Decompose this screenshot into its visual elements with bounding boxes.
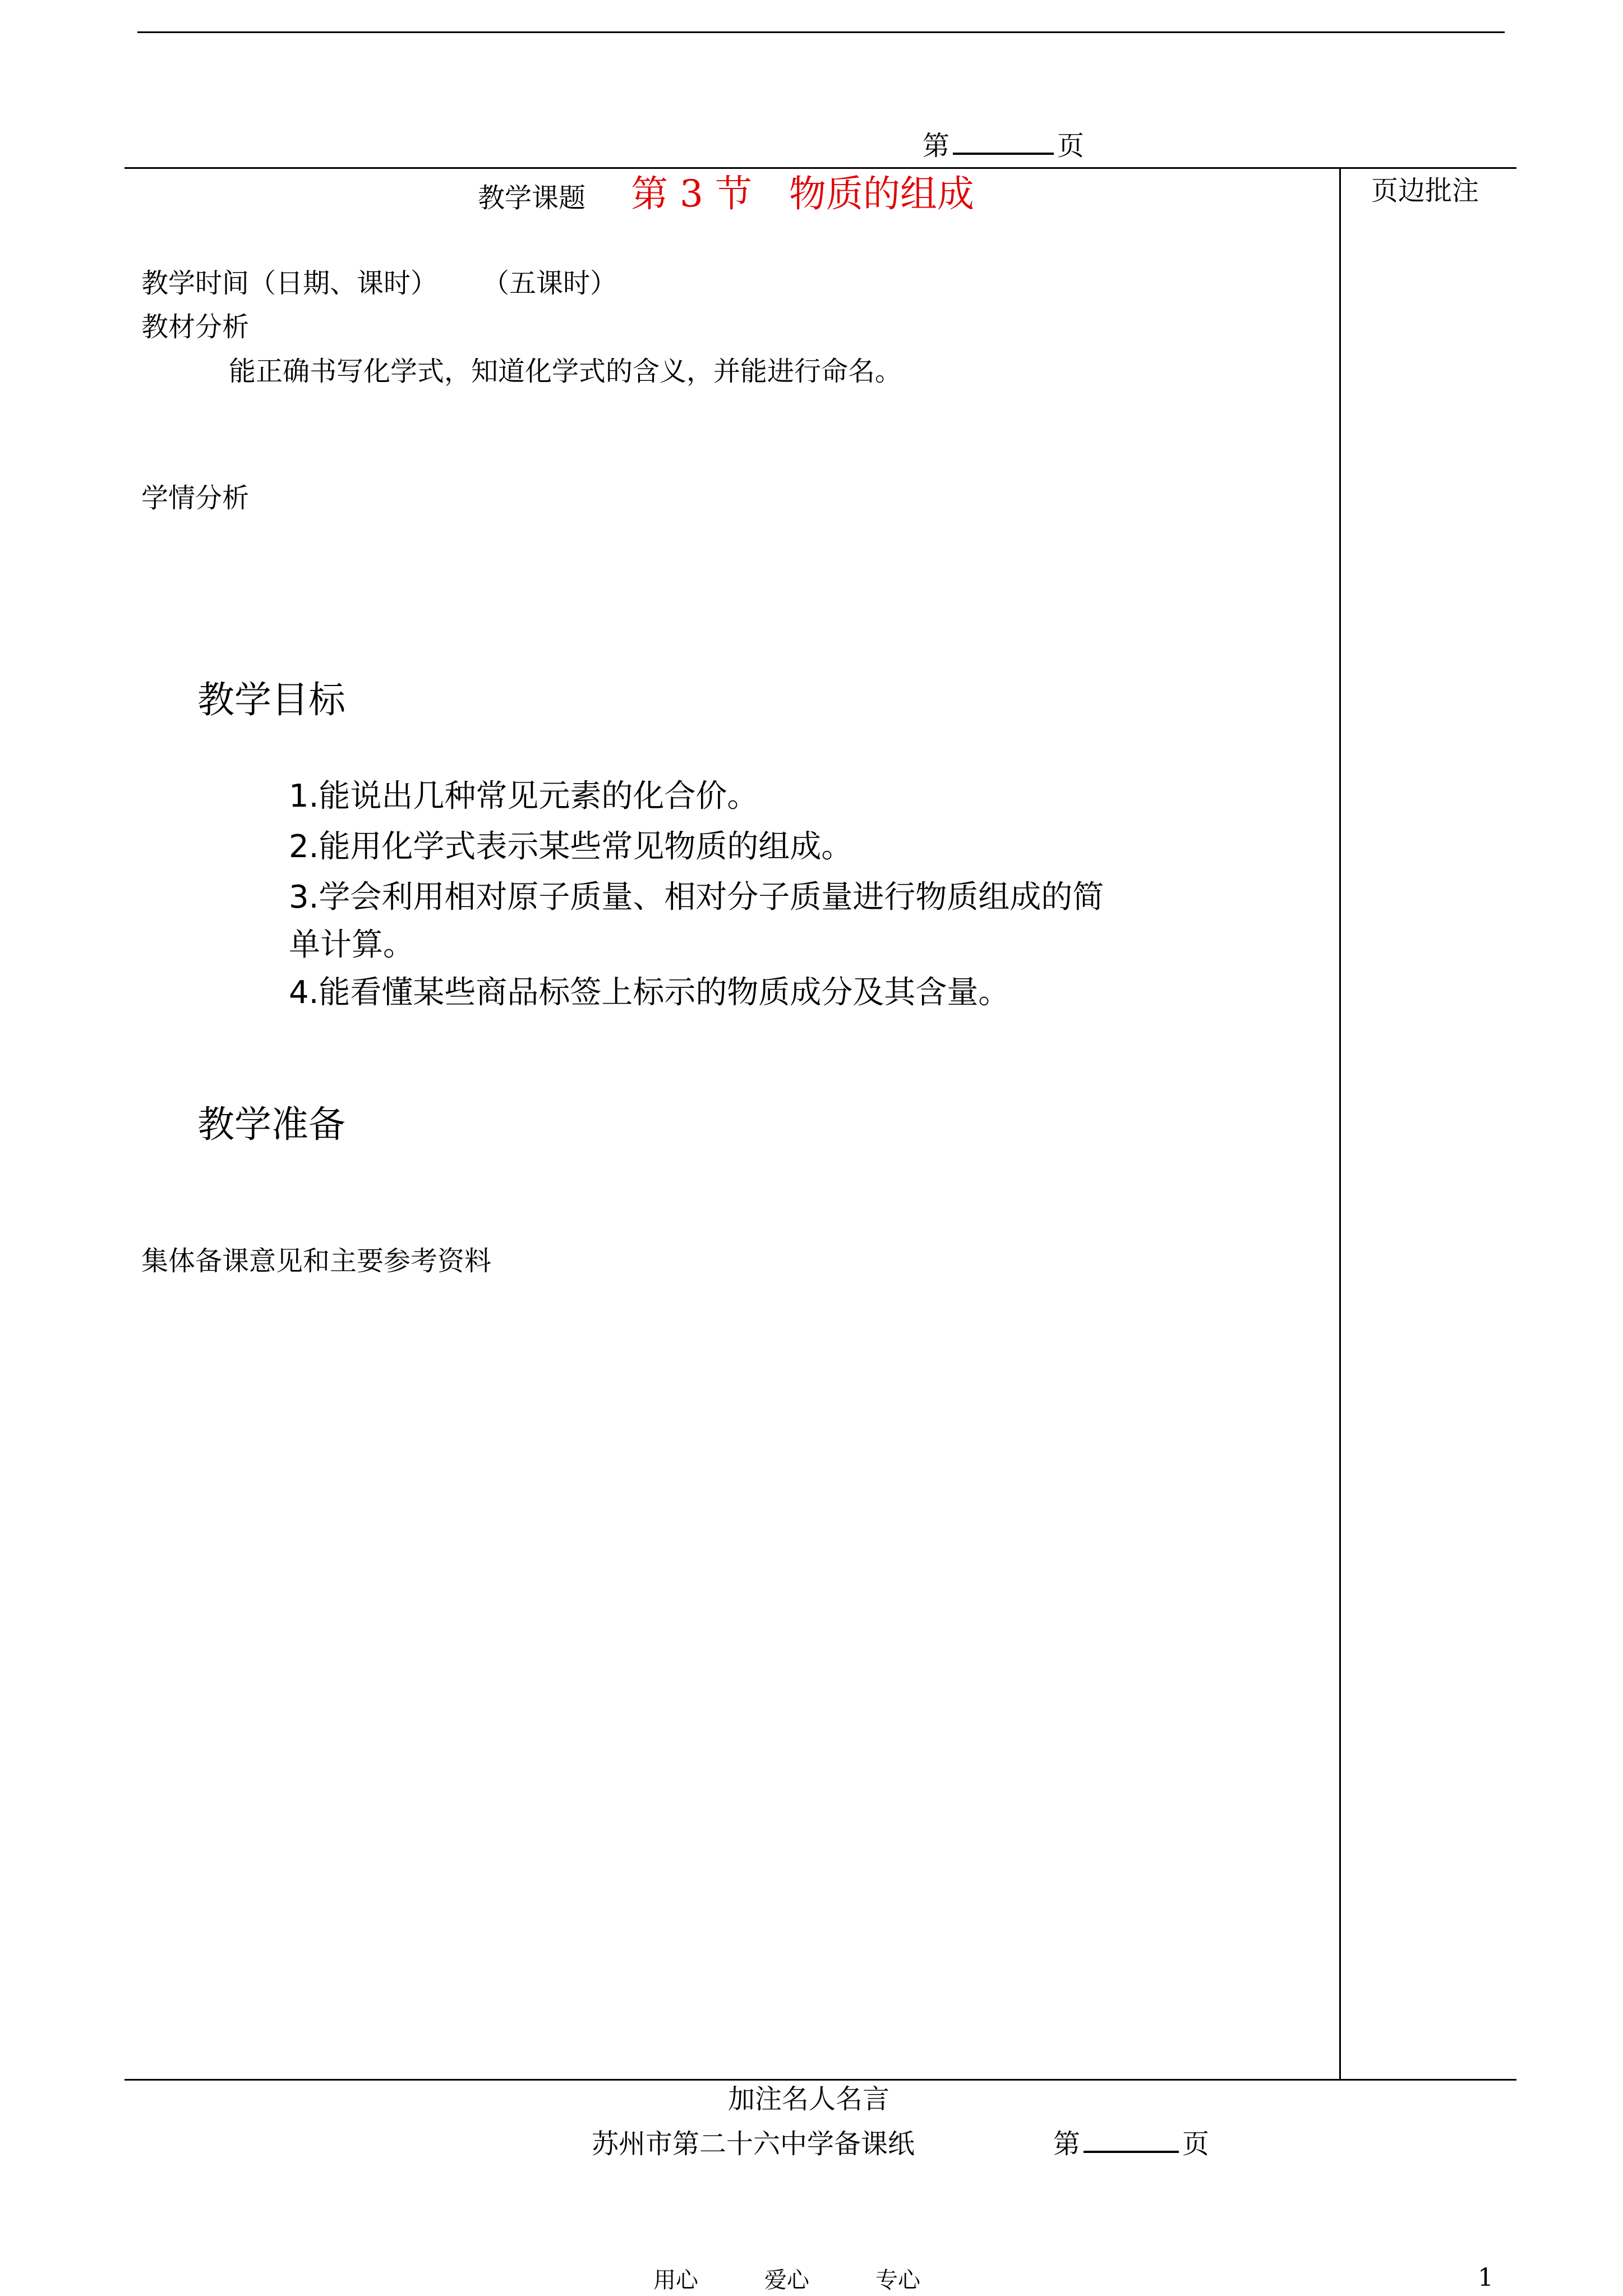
teaching-time <box>141 266 617 300</box>
footer-page-suffix: 页 <box>1182 2128 1210 2160</box>
objective-item-continued: 单计算。 <box>289 927 414 963</box>
teaching-time-label: 教学时间（日期、课时） <box>141 268 438 299</box>
material-analysis-text: 能正确书写化学式，知道化学式的含义，并能进行命名。 <box>229 356 902 387</box>
page-number-blank <box>953 150 1054 155</box>
header-page-number <box>923 129 1084 163</box>
motto-item: 用心 <box>653 2267 698 2293</box>
objective-item: 3.学会利用相对原子质量、相对分子质量进行物质组成的简 <box>289 879 1104 915</box>
footer-page-blank <box>1083 2148 1179 2153</box>
objective-item: 1.能说出几种常见元素的化合价。 <box>289 778 759 815</box>
page-number: 1 <box>1478 2263 1493 2292</box>
table-bottom-border <box>125 2079 1516 2081</box>
motto-item: 爱心 <box>764 2267 809 2293</box>
objectives-heading: 教学目标 <box>197 678 345 721</box>
motto <box>653 2266 920 2294</box>
student-analysis-label: 学情分析 <box>141 482 250 514</box>
header-page-suffix: 页 <box>1057 130 1085 162</box>
subject-title: 第 3 节 物质的组成 <box>631 172 974 215</box>
teaching-time-value: （五课时） <box>482 268 617 299</box>
preparation-heading: 教学准备 <box>197 1103 345 1146</box>
header-page-prefix: 第 <box>923 130 950 162</box>
margin-notes-title: 页边批注 <box>1371 175 1479 206</box>
subject-label: 教学课题 <box>478 182 586 214</box>
footer-page-prefix: 第 <box>1053 2128 1081 2160</box>
objective-item: 4.能看懂某些商品标签上标示的物质成分及其含量。 <box>289 974 1010 1011</box>
quote-label: 加注名人名言 <box>728 2083 890 2115</box>
collective-prep-label: 集体备课意见和主要参考资料 <box>141 1245 492 1277</box>
margin-column-divider <box>1339 167 1341 2080</box>
motto-item: 专心 <box>875 2267 920 2293</box>
objective-item: 2.能用化学式表示某些常见物质的组成。 <box>289 829 853 865</box>
table-top-border <box>125 167 1516 169</box>
footer-page-number <box>1053 2127 1209 2161</box>
top-rule <box>137 31 1505 33</box>
material-analysis-label: 教材分析 <box>141 311 250 343</box>
school-paper-label: 苏州市第二十六中学备课纸 <box>592 2128 915 2160</box>
